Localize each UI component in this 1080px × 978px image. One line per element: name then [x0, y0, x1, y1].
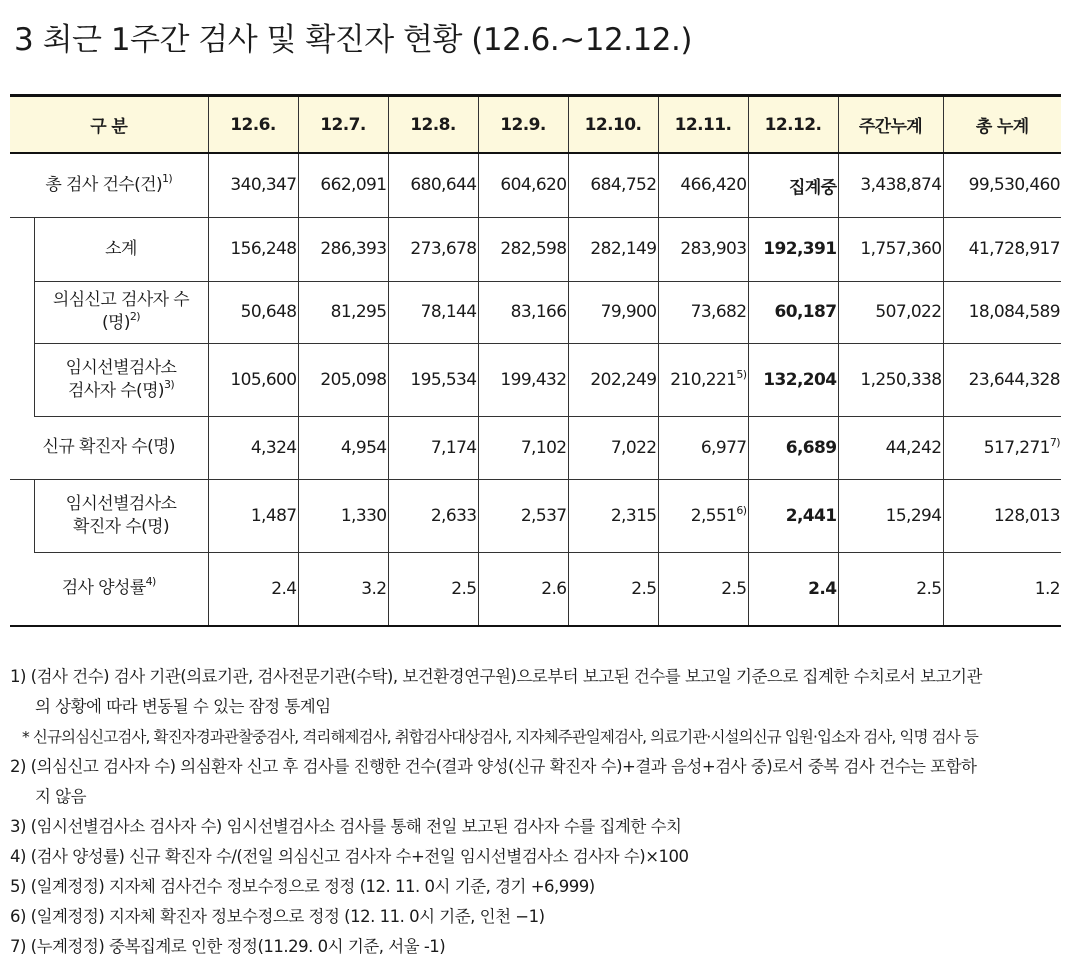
- row-label: 소계: [34, 217, 208, 281]
- table-cell: 4,324: [208, 416, 298, 479]
- footnote: 7) (누계정정) 중복집계로 인한 정정(11.29. 0시 기준, 서울 -1): [10, 937, 446, 956]
- table-cell: 18,084,589: [943, 281, 1061, 343]
- table-cell: 132,204: [748, 343, 838, 416]
- table-cell: 684,752: [568, 153, 658, 217]
- row-new-confirmed: [10, 416, 1061, 479]
- table-cell: 199,432: [478, 343, 568, 416]
- table-cell: 156,248: [208, 217, 298, 281]
- table-cell: 81,295: [298, 281, 388, 343]
- row-label: 임시선별검사소 확진자 수(명): [34, 479, 208, 552]
- row-subtotal: [10, 217, 1061, 281]
- table-cell: 4,954: [298, 416, 388, 479]
- header-date: 12.7.: [298, 96, 388, 154]
- table-cell: 1,330: [298, 479, 388, 552]
- table-cell: 99,530,460: [943, 153, 1061, 217]
- header-date: 12.9.: [478, 96, 568, 154]
- footnote-asterisk: * 신규의심신고검사, 확진자경과관찰중검사, 격리해제검사, 취합검사대상검사, 지자체주관일제검사, 의료기관·시설의신규 입원·입소자 검사, 익명 검사 등: [22, 728, 978, 746]
- table-cell: 1,757,360: [838, 217, 943, 281]
- table-cell: 6,689: [748, 416, 838, 479]
- footnote: 5) (일계정정) 지자체 검사건수 정보수정으로 정정 (12. 11. 0시 기준, 경기 +6,999): [10, 877, 595, 896]
- table-cell: 286,393: [298, 217, 388, 281]
- table-cell: 2.5: [388, 552, 478, 626]
- table-cell: 507,022: [838, 281, 943, 343]
- table-cell: 7,174: [388, 416, 478, 479]
- table-cell: 466,420: [658, 153, 748, 217]
- table-cell: 340,347: [208, 153, 298, 217]
- header-cumulative-total: 총 누계: [943, 96, 1061, 154]
- footnote: 1) (검사 건수) 검사 기관(의료기관, 검사전문기관(수탁), 보건환경연구원)으로부터 보고된 건수를 보고일 기준으로 집계한 수치로서 보고기관: [10, 667, 982, 686]
- table-cell: 1.2: [943, 552, 1061, 626]
- table-cell: 73,682: [658, 281, 748, 343]
- table-cell: 210,221$^{5)}$: [658, 343, 748, 416]
- table-cell: 6,977: [658, 416, 748, 479]
- table-cell: 205,098: [298, 343, 388, 416]
- table-cell: 7,022: [568, 416, 658, 479]
- footnote-continuation: 의 상황에 따라 변동될 수 있는 잠정 통계임: [35, 697, 331, 716]
- footnote: 3) (임시선별검사소 검사자 수) 임시선별검사소 검사를 통해 전일 보고된 검사자 수를 집계한 수치: [10, 817, 682, 836]
- table-cell: 7,102: [478, 416, 568, 479]
- header-date: 12.11.: [658, 96, 748, 154]
- table-cell: 202,249: [568, 343, 658, 416]
- table-cell: 195,534: [388, 343, 478, 416]
- row-positive-rate: [10, 552, 1061, 626]
- footnote-continuation: 지 않음: [35, 787, 87, 806]
- table-cell: 41,728,917: [943, 217, 1061, 281]
- table-cell: 273,678: [388, 217, 478, 281]
- indent-spacer: [10, 217, 34, 416]
- footnote-ref: 6): [736, 503, 747, 517]
- table-cell: 2.5: [838, 552, 943, 626]
- page-title: 3 최근 1주간 검사 및 확진자 현황 (12.6.~12.12.): [14, 22, 692, 58]
- table-cell: 50,648: [208, 281, 298, 343]
- row-total-tests: [10, 153, 1061, 217]
- header-date: 12.6.: [208, 96, 298, 154]
- footnote-ref: 4): [145, 575, 156, 589]
- header-category: 구 분: [10, 96, 208, 154]
- table-cell: 집계중: [748, 153, 838, 217]
- table-cell: 517,271$^{7)}$: [943, 416, 1061, 479]
- table-cell: 282,598: [478, 217, 568, 281]
- table-cell: 2.4: [208, 552, 298, 626]
- row-temp-site-confirmed: [10, 479, 1061, 552]
- footnote-ref: 3): [163, 377, 175, 391]
- table-cell: 78,144: [388, 281, 478, 343]
- row-label: 신규 확진자 수(명): [10, 416, 208, 479]
- header-date: 12.12.: [748, 96, 838, 154]
- table-cell: 2.6: [478, 552, 568, 626]
- table-cell: 604,620: [478, 153, 568, 217]
- footnote: 4) (검사 양성률) 신규 확진자 수/(전일 의심신고 검사자 수+전일 임시선별검사소 검사자 수)×100: [10, 847, 689, 866]
- table-cell: 2,551$^{6)}$: [658, 479, 748, 552]
- footnote-ref: 5): [736, 367, 747, 381]
- table-cell: 2.4: [748, 552, 838, 626]
- row-temp-site-testers: [10, 343, 1061, 416]
- table-cell: 2.5: [568, 552, 658, 626]
- table-cell: 2.5: [658, 552, 748, 626]
- table-cell: 662,091: [298, 153, 388, 217]
- table-cell: 680,644: [388, 153, 478, 217]
- indent-spacer: [10, 479, 34, 552]
- row-label: 의심신고 검사자 수(명)$^{2)}$: [34, 281, 208, 343]
- table-cell: 23,644,328: [943, 343, 1061, 416]
- table-cell: 2,441: [748, 479, 838, 552]
- header-date: 12.10.: [568, 96, 658, 154]
- table-cell: 1,250,338: [838, 343, 943, 416]
- row-label: 임시선별검사소 검사자 수(명)$^{3)}$: [34, 343, 208, 416]
- table-cell: 283,903: [658, 217, 748, 281]
- footnote: 2) (의심신고 검사자 수) 의심환자 신고 후 검사를 진행한 건수(결과 양성(신규 확진자 수)+결과 음성+검사 중)로서 중복 검사 건수는 포함하: [10, 757, 977, 776]
- table-cell: 15,294: [838, 479, 943, 552]
- footnote-ref: 7): [1049, 435, 1060, 449]
- table-cell: 192,391: [748, 217, 838, 281]
- footnote: 6) (일계정정) 지자체 확진자 정보수정으로 정정 (12. 11. 0시 기준, 인천 −1): [10, 907, 545, 926]
- header-date: 12.8.: [388, 96, 478, 154]
- table-cell: 2,633: [388, 479, 478, 552]
- header-weekly-total: 주간누계: [838, 96, 943, 154]
- table-cell: 2,315: [568, 479, 658, 552]
- table-cell: 3.2: [298, 552, 388, 626]
- row-suspected: [10, 281, 1061, 343]
- table-cell: 2,537: [478, 479, 568, 552]
- table-cell: 3,438,874: [838, 153, 943, 217]
- footnote-ref: 1): [162, 171, 173, 185]
- footnote-ref: 2): [129, 310, 140, 323]
- table-cell: 44,242: [838, 416, 943, 479]
- table-cell: 282,149: [568, 217, 658, 281]
- table-cell: 1,487: [208, 479, 298, 552]
- table-cell: 128,013: [943, 479, 1061, 552]
- table-cell: 105,600: [208, 343, 298, 416]
- row-label: 검사 양성률$^{4)}$: [10, 552, 208, 626]
- table-cell: 83,166: [478, 281, 568, 343]
- testing-status-table: [10, 94, 1061, 627]
- table-cell: 60,187: [748, 281, 838, 343]
- footnotes: [10, 662, 1080, 962]
- table-cell: 79,900: [568, 281, 658, 343]
- header-row: [10, 96, 1061, 154]
- row-label: 총 검사 건수(건)$^{1)}$: [10, 153, 208, 217]
